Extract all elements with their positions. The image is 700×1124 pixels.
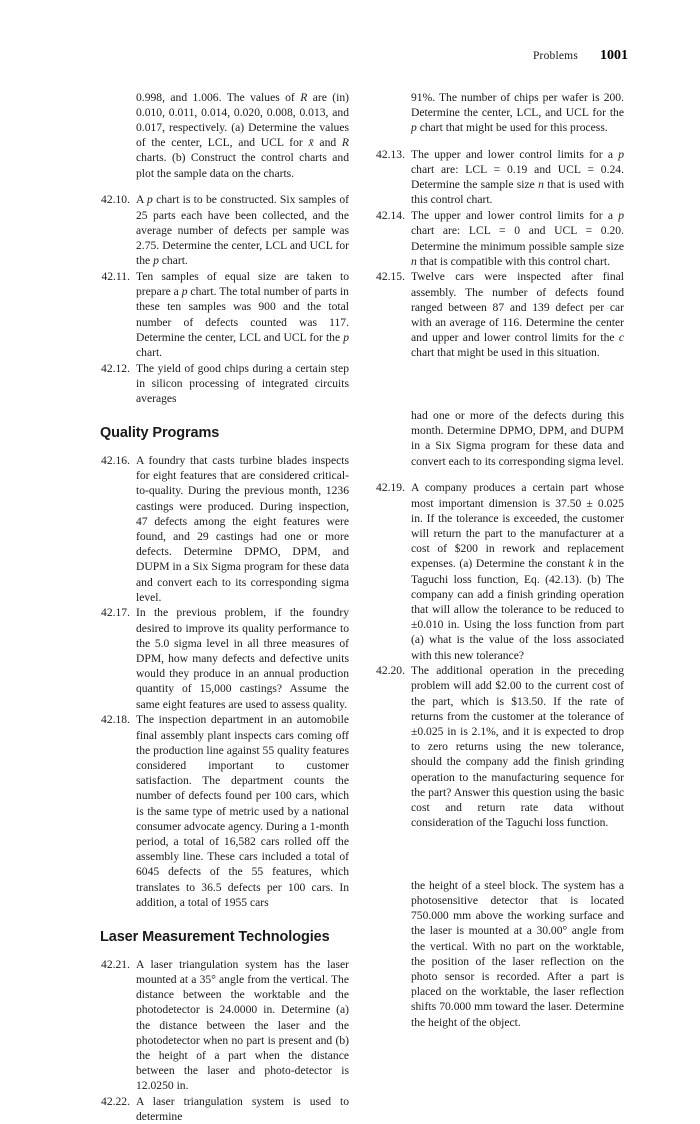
problem-text: Ten samples of equal size are taken to prepare a p chart. The total number of parts in these ten samples was 900 and the total number of defects counted was 117. Determine the center, LCL and UCL for the p chart. — [136, 269, 349, 359]
problem-item — [100, 453, 349, 605]
problem-number: 42.10. — [101, 193, 130, 207]
problem-number: 42.21. — [101, 957, 130, 971]
problem-item — [100, 1094, 349, 1124]
problem-item — [100, 269, 349, 360]
section-heading-laser-measurement-technologies: Laser Measurement Technologies — [100, 929, 330, 946]
problem-number: 42.20. — [376, 664, 405, 678]
problem-item — [100, 361, 349, 407]
problem-text: The additional operation in the preceding problem will add $2.00 to the current cost of the part, which is $13.50. If the rate of returns from the customer at the tolerance of ±0.025 in is 2.1%, and it is expected to drop to zero returns using the new tolerance, should the company add the finish grinding operation to the manufacturing sequence for the part? Answer this question using the basic cost and return rate data without consideration of the Taguchi loss function. — [411, 664, 624, 830]
problem-number: 42.14. — [376, 209, 405, 223]
problem-number: 42.15. — [376, 270, 405, 284]
runover-paragraph: 91%. The number of chips per wafer is 200. Determine the center, LCL, and UCL for the p chart that might be used for this process. — [411, 90, 624, 134]
problem-item — [375, 480, 624, 662]
problem-number: 42.18. — [101, 713, 130, 727]
runover-paragraph: the height of a steel block. The system has a photosensitive detector that is located 750.000 mm above the working surface and the laser is mounted at a 30.00° angle from the vertical. With no part on the worktable, the position of the laser reflection on the photo sensor is recorded. After a part is placed on the worktable, the laser reflection shifts 70.000 mm toward the laser. Determine the height of the object. — [411, 878, 624, 1029]
right-column — [375, 78, 624, 1029]
running-head — [533, 48, 628, 64]
running-head-label: Problems — [532, 50, 578, 62]
problem-item — [100, 957, 349, 1094]
problem-text: A laser triangulation system has the laser mounted at a 35° angle from the vertical. The distance between the worktable and the photodetector is 24.0000 in. Determine (a) the distance between the laser and the photodetector when no part is present and (b) the height of a part when the distance between the laser and photo-detector is 12.0250 in. — [136, 957, 349, 1093]
problem-item — [375, 208, 624, 269]
problem-item — [375, 663, 624, 830]
problem-number: 42.17. — [101, 606, 130, 620]
problem-text: The upper and lower control limits for a p chart are: LCL = 0.19 and UCL = 0.24. Determine the sample size n that is used with this control chart. — [411, 147, 624, 207]
problem-text: Twelve cars were inspected after final assembly. The number of defects found ranged between 87 and 139 defect per car with an average of 116. Determine the center and upper and lower control limits for the c chart that might be used in this situation. — [411, 270, 624, 360]
problem-number: 42.19. — [376, 481, 405, 495]
problem-text: A p chart is to be constructed. Six samples of 25 parts each have been collected, and the average number of defects per sample was 2.75. Determine the center, LCL and UCL for the p chart. — [136, 193, 349, 268]
section-heading-spacer — [375, 849, 624, 866]
problem-number: 42.12. — [101, 361, 130, 375]
problem-text: The yield of good chips during a certain step in silicon processing of integrated circuits averages — [136, 361, 349, 406]
left-column — [100, 78, 350, 1124]
problem-number: 42.22. — [101, 1095, 130, 1109]
problem-text: A foundry that casts turbine blades inspects for eight features that are considered critical-to-quality. During the previous month, 1236 castings were produced. During inspection, 47 defects among the eight features were found, and 29 castings had one or more defects. Determine DPMO, DPM, and DUPM in a Six Sigma program for these data and convert each to its corresponding sigma level. — [136, 453, 349, 604]
problem-text: The inspection department in an automobile final assembly plant inspects cars coming off the production line against 55 quality features considered important to customer satisfaction. The department counts the number of defects found per 100 cars, which is the same type of metric used by a national consumer advocate agency. During a 1-month period, a total of 16,582 cars rolled off the assembly line. These cars included a total of 6045 defects of the 55 features, which translates to 36.5 defects per 100 cars. In addition, a total of 1955 cars — [136, 713, 350, 909]
page-number: 1001 — [600, 48, 628, 63]
problem-item — [100, 605, 349, 711]
problem-item — [100, 192, 349, 268]
runover-paragraph: 0.998, and 1.006. The values of R are (in) 0.010, 0.011, 0.014, 0.020, 0.008, 0.013, and 0.017, respectively. (a) Determine the values of the center, LCL, and UCL for x̄ and R charts. (b) Construct the control charts and plot the sample data on the charts. — [136, 90, 349, 180]
problem-number: 42.16. — [101, 453, 130, 467]
problem-text: The upper and lower control limits for a p chart are: LCL = 0 and UCL = 0.20. Determine the minimum possible sample size n that is compatible with this control chart. — [411, 209, 624, 268]
problem-item — [375, 269, 624, 360]
problem-text: A laser triangulation system is used to determine — [136, 1095, 349, 1124]
page-columns — [100, 78, 624, 1124]
section-heading-quality-programs: Quality Programs — [100, 425, 220, 442]
runover-paragraph: had one or more of the defects during this month. Determine DPMO, DPM, and DUPM in a Six Sigma program for these data and convert each to its corresponding sigma level. — [411, 408, 624, 468]
problem-number: 42.11. — [101, 269, 130, 283]
problem-item — [100, 712, 349, 910]
problem-item — [375, 147, 624, 208]
section-heading-spacer — [375, 380, 624, 397]
problem-text: A company produces a certain part whose most important dimension is 37.50 ± 0.025 in. If the tolerance is exceeded, the customer will return the part to the manufacturer at a cost of $200 in rework and replacement expenses. (a) Determine the constant k in the Taguchi loss function, Eq. (42.13). (b) The company can add a finish grinding operation that will allow the tolerance to be reduced to ±0.010 in. Using the loss function from part (a) what is the value of the loss associated with this new tolerance? — [411, 481, 624, 662]
problem-number: 42.13. — [376, 147, 405, 161]
problem-text: In the previous problem, if the foundry desired to improve its quality performance to the 5.0 sigma level in all three measures of DPM, how many defects and defective units would they produce in an annual production quantity of 15,000 castings? Assume the same eight features are used to assess quality. — [136, 606, 349, 711]
